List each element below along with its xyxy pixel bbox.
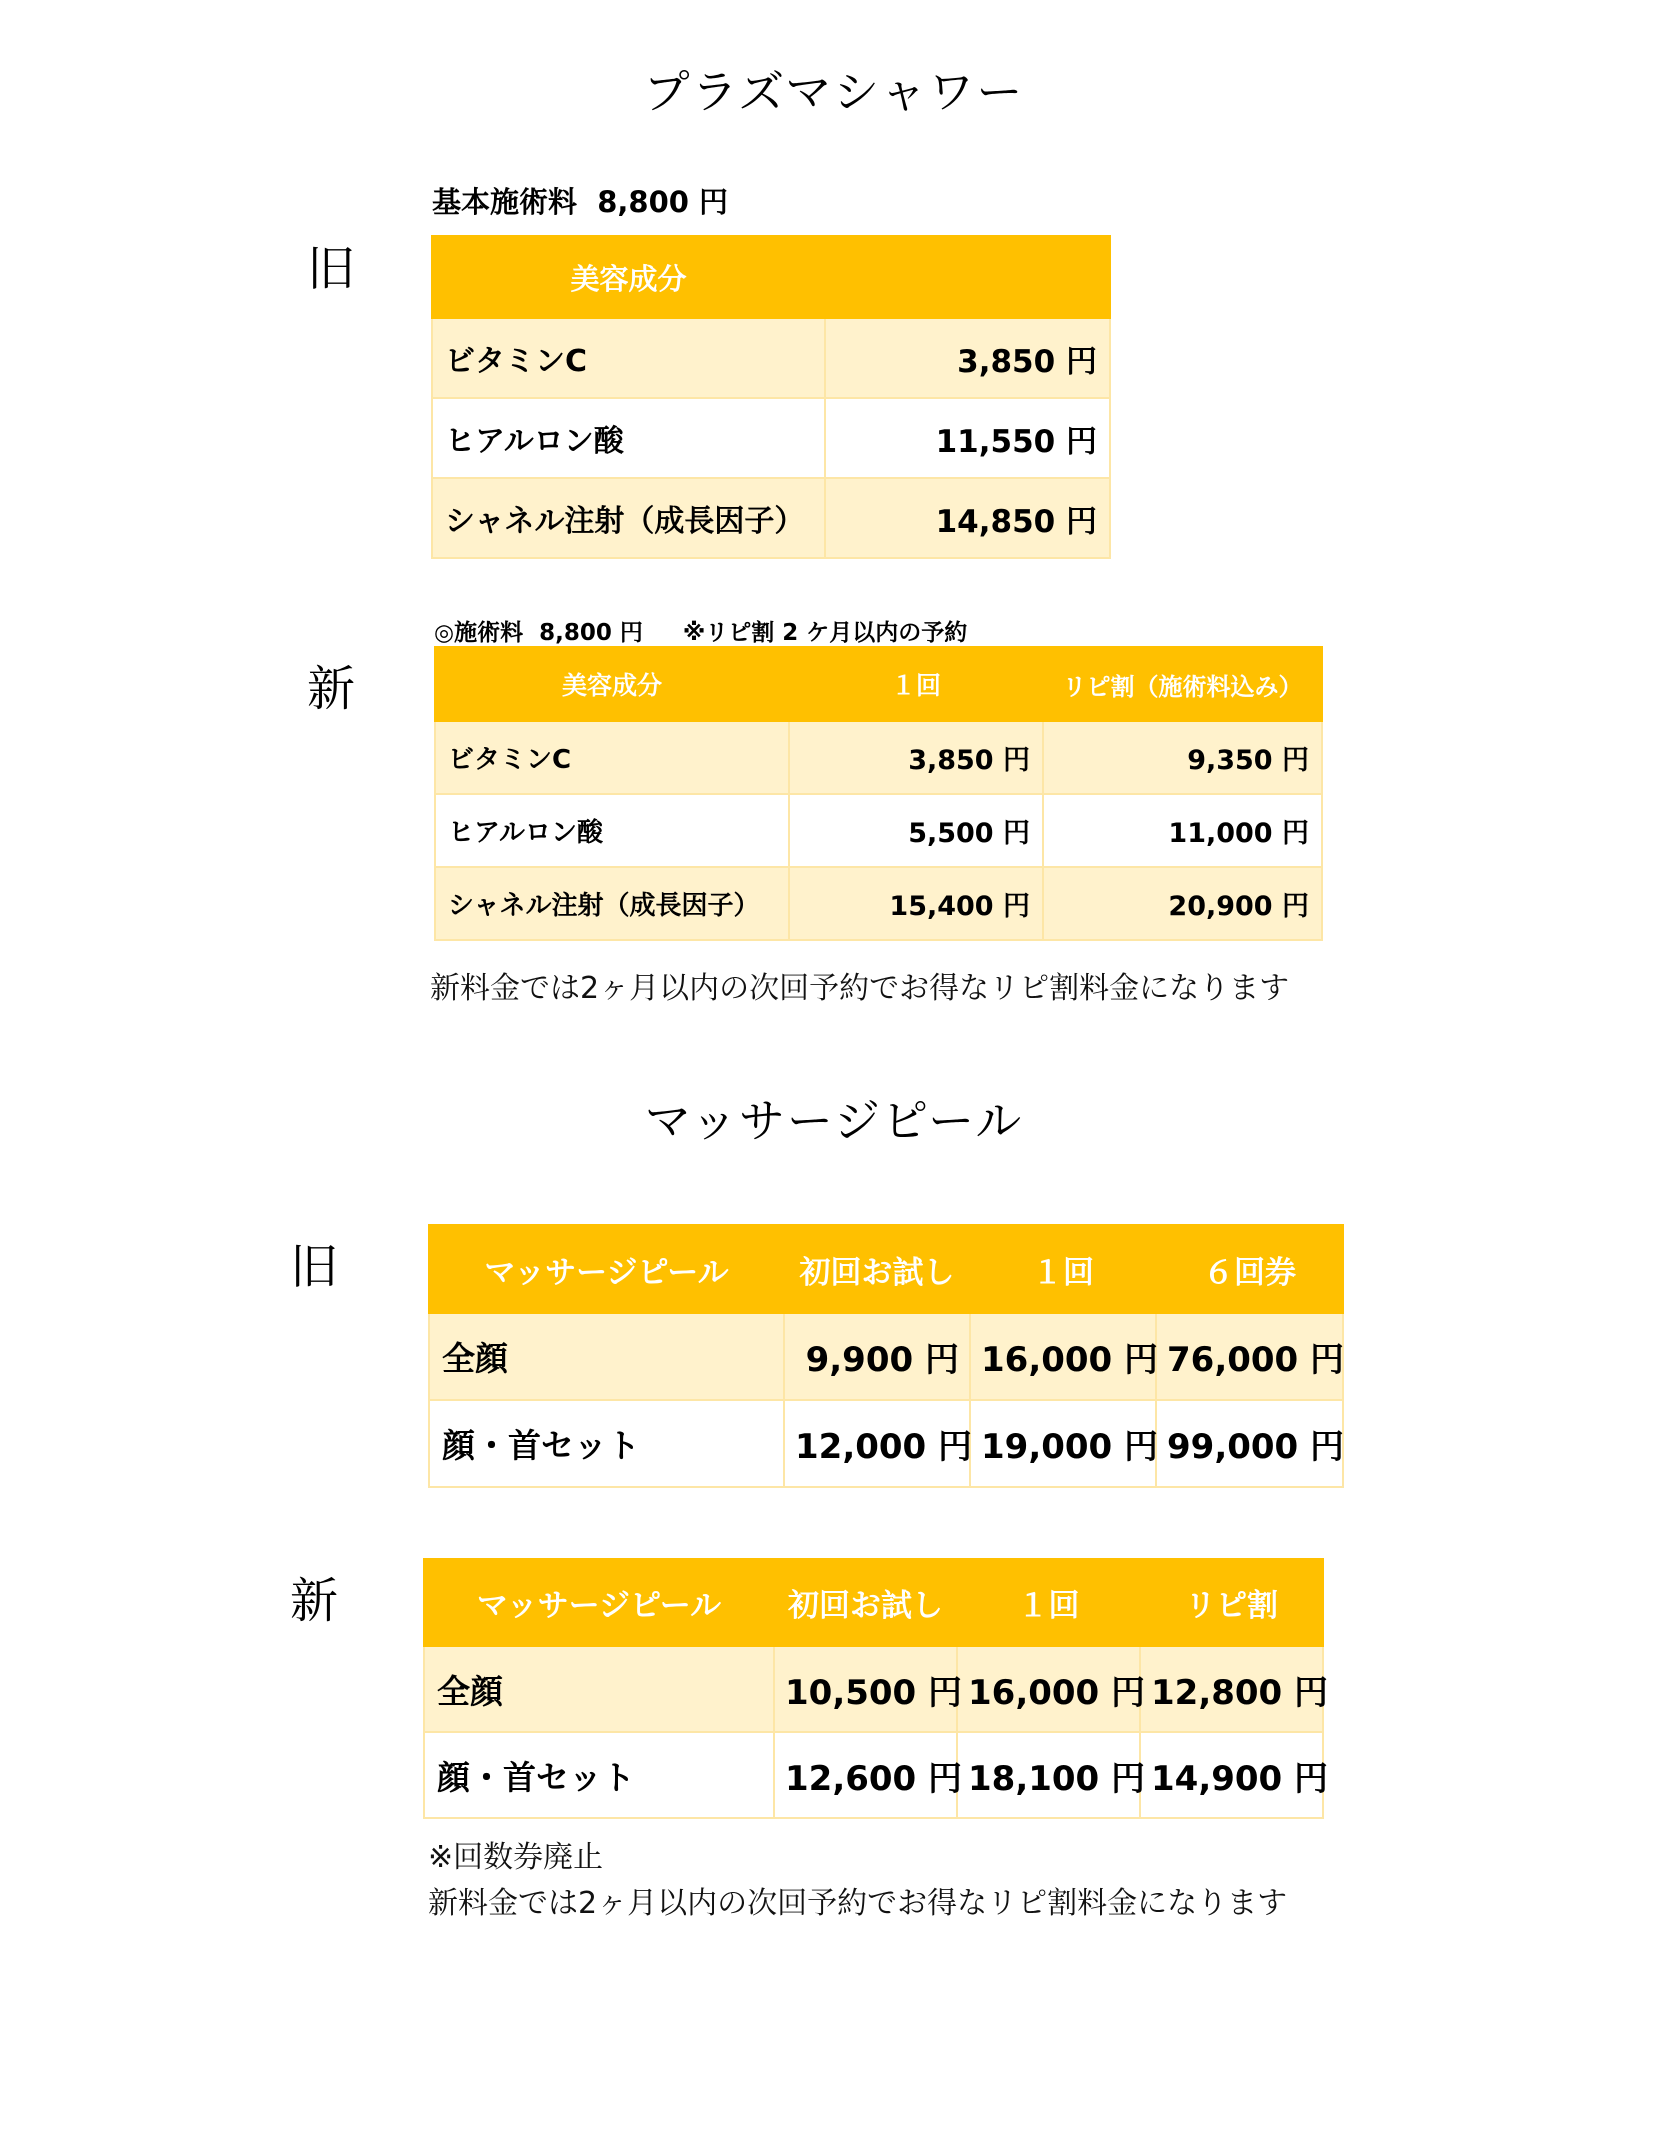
table-row bbox=[429, 1400, 1343, 1487]
massage-new-note-repeat: 新料金では2ヶ月以内の次回予約でお得なリピ割料金になります bbox=[428, 1886, 1288, 1921]
massage-new-table bbox=[423, 1558, 1329, 1819]
header-single: １回 bbox=[957, 1559, 1140, 1646]
header-ingredient: 美容成分 bbox=[435, 647, 789, 721]
massage-old-table bbox=[428, 1224, 1344, 1488]
price-cell: 9,350 円 bbox=[1043, 721, 1322, 794]
menu-face-neck-set: 顔・首セット bbox=[424, 1732, 774, 1818]
ingredient-hyaluronic-acid: ヒアルロン酸 bbox=[432, 398, 825, 478]
price-cell: 16,000 円 bbox=[957, 1646, 1140, 1732]
table-row bbox=[432, 318, 1110, 398]
price-cell: 12,600 円 bbox=[774, 1732, 957, 1818]
price-cell: 18,100 円 bbox=[957, 1732, 1140, 1818]
price-cell: 16,000 円 bbox=[970, 1313, 1156, 1400]
table-header-row bbox=[435, 647, 1322, 721]
price-cell: 19,000 円 bbox=[970, 1400, 1156, 1487]
menu-full-face: 全顔 bbox=[424, 1646, 774, 1732]
menu-face-neck-set: 顔・首セット bbox=[429, 1400, 784, 1487]
header-first-trial: 初回お試し bbox=[774, 1559, 957, 1646]
plasma-old-base-fee: 基本施術料 8,800 円 bbox=[432, 185, 729, 219]
massage-new-note-ticket-abolished: ※回数券廃止 bbox=[428, 1840, 604, 1875]
plasma-old-table bbox=[431, 235, 1111, 559]
header-first-trial: 初回お試し bbox=[784, 1225, 970, 1313]
header-repeat-discount: リピ割 bbox=[1140, 1559, 1323, 1646]
table-header-row bbox=[424, 1559, 1323, 1646]
massage-section-title: マッサージピール bbox=[644, 1094, 1024, 1148]
header-massage-peel: マッサージピール bbox=[429, 1225, 784, 1313]
ingredient-chanel-injection: シャネル注射（成長因子） bbox=[432, 478, 825, 558]
massage-old-label: 旧 bbox=[290, 1239, 339, 1295]
plasma-new-fee-caption: ◎施術料 8,800 円 ※リピ割 2 ケ月以内の予約 bbox=[434, 620, 968, 646]
ingredient-hyaluronic-acid: ヒアルロン酸 bbox=[435, 794, 789, 867]
table-row bbox=[435, 721, 1322, 794]
price-cell: 3,850 円 bbox=[789, 721, 1043, 794]
plasma-section-title: プラズマシャワー bbox=[643, 65, 1025, 119]
price-cell: 12,000 円 bbox=[784, 1400, 970, 1487]
price-cell: 20,900 円 bbox=[1043, 867, 1322, 940]
header-single: １回 bbox=[970, 1225, 1156, 1313]
table-row bbox=[424, 1646, 1323, 1732]
ingredient-chanel-injection: シャネル注射（成長因子） bbox=[435, 867, 789, 940]
header-price bbox=[825, 236, 1110, 318]
header-single: １回 bbox=[789, 647, 1043, 721]
price-cell: 10,500 円 bbox=[774, 1646, 957, 1732]
header-six-ticket: ６回券 bbox=[1156, 1225, 1343, 1313]
header-ingredient: 美容成分 bbox=[432, 236, 825, 318]
table-header-row bbox=[432, 236, 1110, 318]
plasma-new-table bbox=[434, 646, 1323, 941]
massage-new-label: 新 bbox=[290, 1573, 339, 1629]
table-row bbox=[429, 1313, 1343, 1400]
price-cell: 14,900 円 bbox=[1140, 1732, 1323, 1818]
price-cell: 99,000 円 bbox=[1156, 1400, 1343, 1487]
table-header-row bbox=[429, 1225, 1343, 1313]
ingredient-vitamin-c: ビタミンC bbox=[432, 318, 825, 398]
price-cell: 5,500 円 bbox=[789, 794, 1043, 867]
table-row bbox=[424, 1732, 1323, 1818]
price-cell: 15,400 円 bbox=[789, 867, 1043, 940]
menu-full-face: 全顔 bbox=[429, 1313, 784, 1400]
table-row bbox=[435, 867, 1322, 940]
plasma-old-label: 旧 bbox=[307, 241, 356, 297]
price-cell: 12,800 円 bbox=[1140, 1646, 1323, 1732]
plasma-new-label: 新 bbox=[307, 661, 356, 717]
price-cell: 11,000 円 bbox=[1043, 794, 1322, 867]
price-cell: 76,000 円 bbox=[1156, 1313, 1343, 1400]
plasma-new-note: 新料金では2ヶ月以内の次回予約でお得なリピ割料金になります bbox=[430, 971, 1290, 1006]
table-row bbox=[432, 478, 1110, 558]
table-row bbox=[432, 398, 1110, 478]
header-massage-peel: マッサージピール bbox=[424, 1559, 774, 1646]
table-row bbox=[435, 794, 1322, 867]
price-cell: 3,850 円 bbox=[825, 318, 1110, 398]
ingredient-vitamin-c: ビタミンC bbox=[435, 721, 789, 794]
price-cell: 14,850 円 bbox=[825, 478, 1110, 558]
price-cell: 11,550 円 bbox=[825, 398, 1110, 478]
price-cell: 9,900 円 bbox=[784, 1313, 970, 1400]
header-repeat-discount: リピ割（施術料込み） bbox=[1043, 647, 1322, 721]
